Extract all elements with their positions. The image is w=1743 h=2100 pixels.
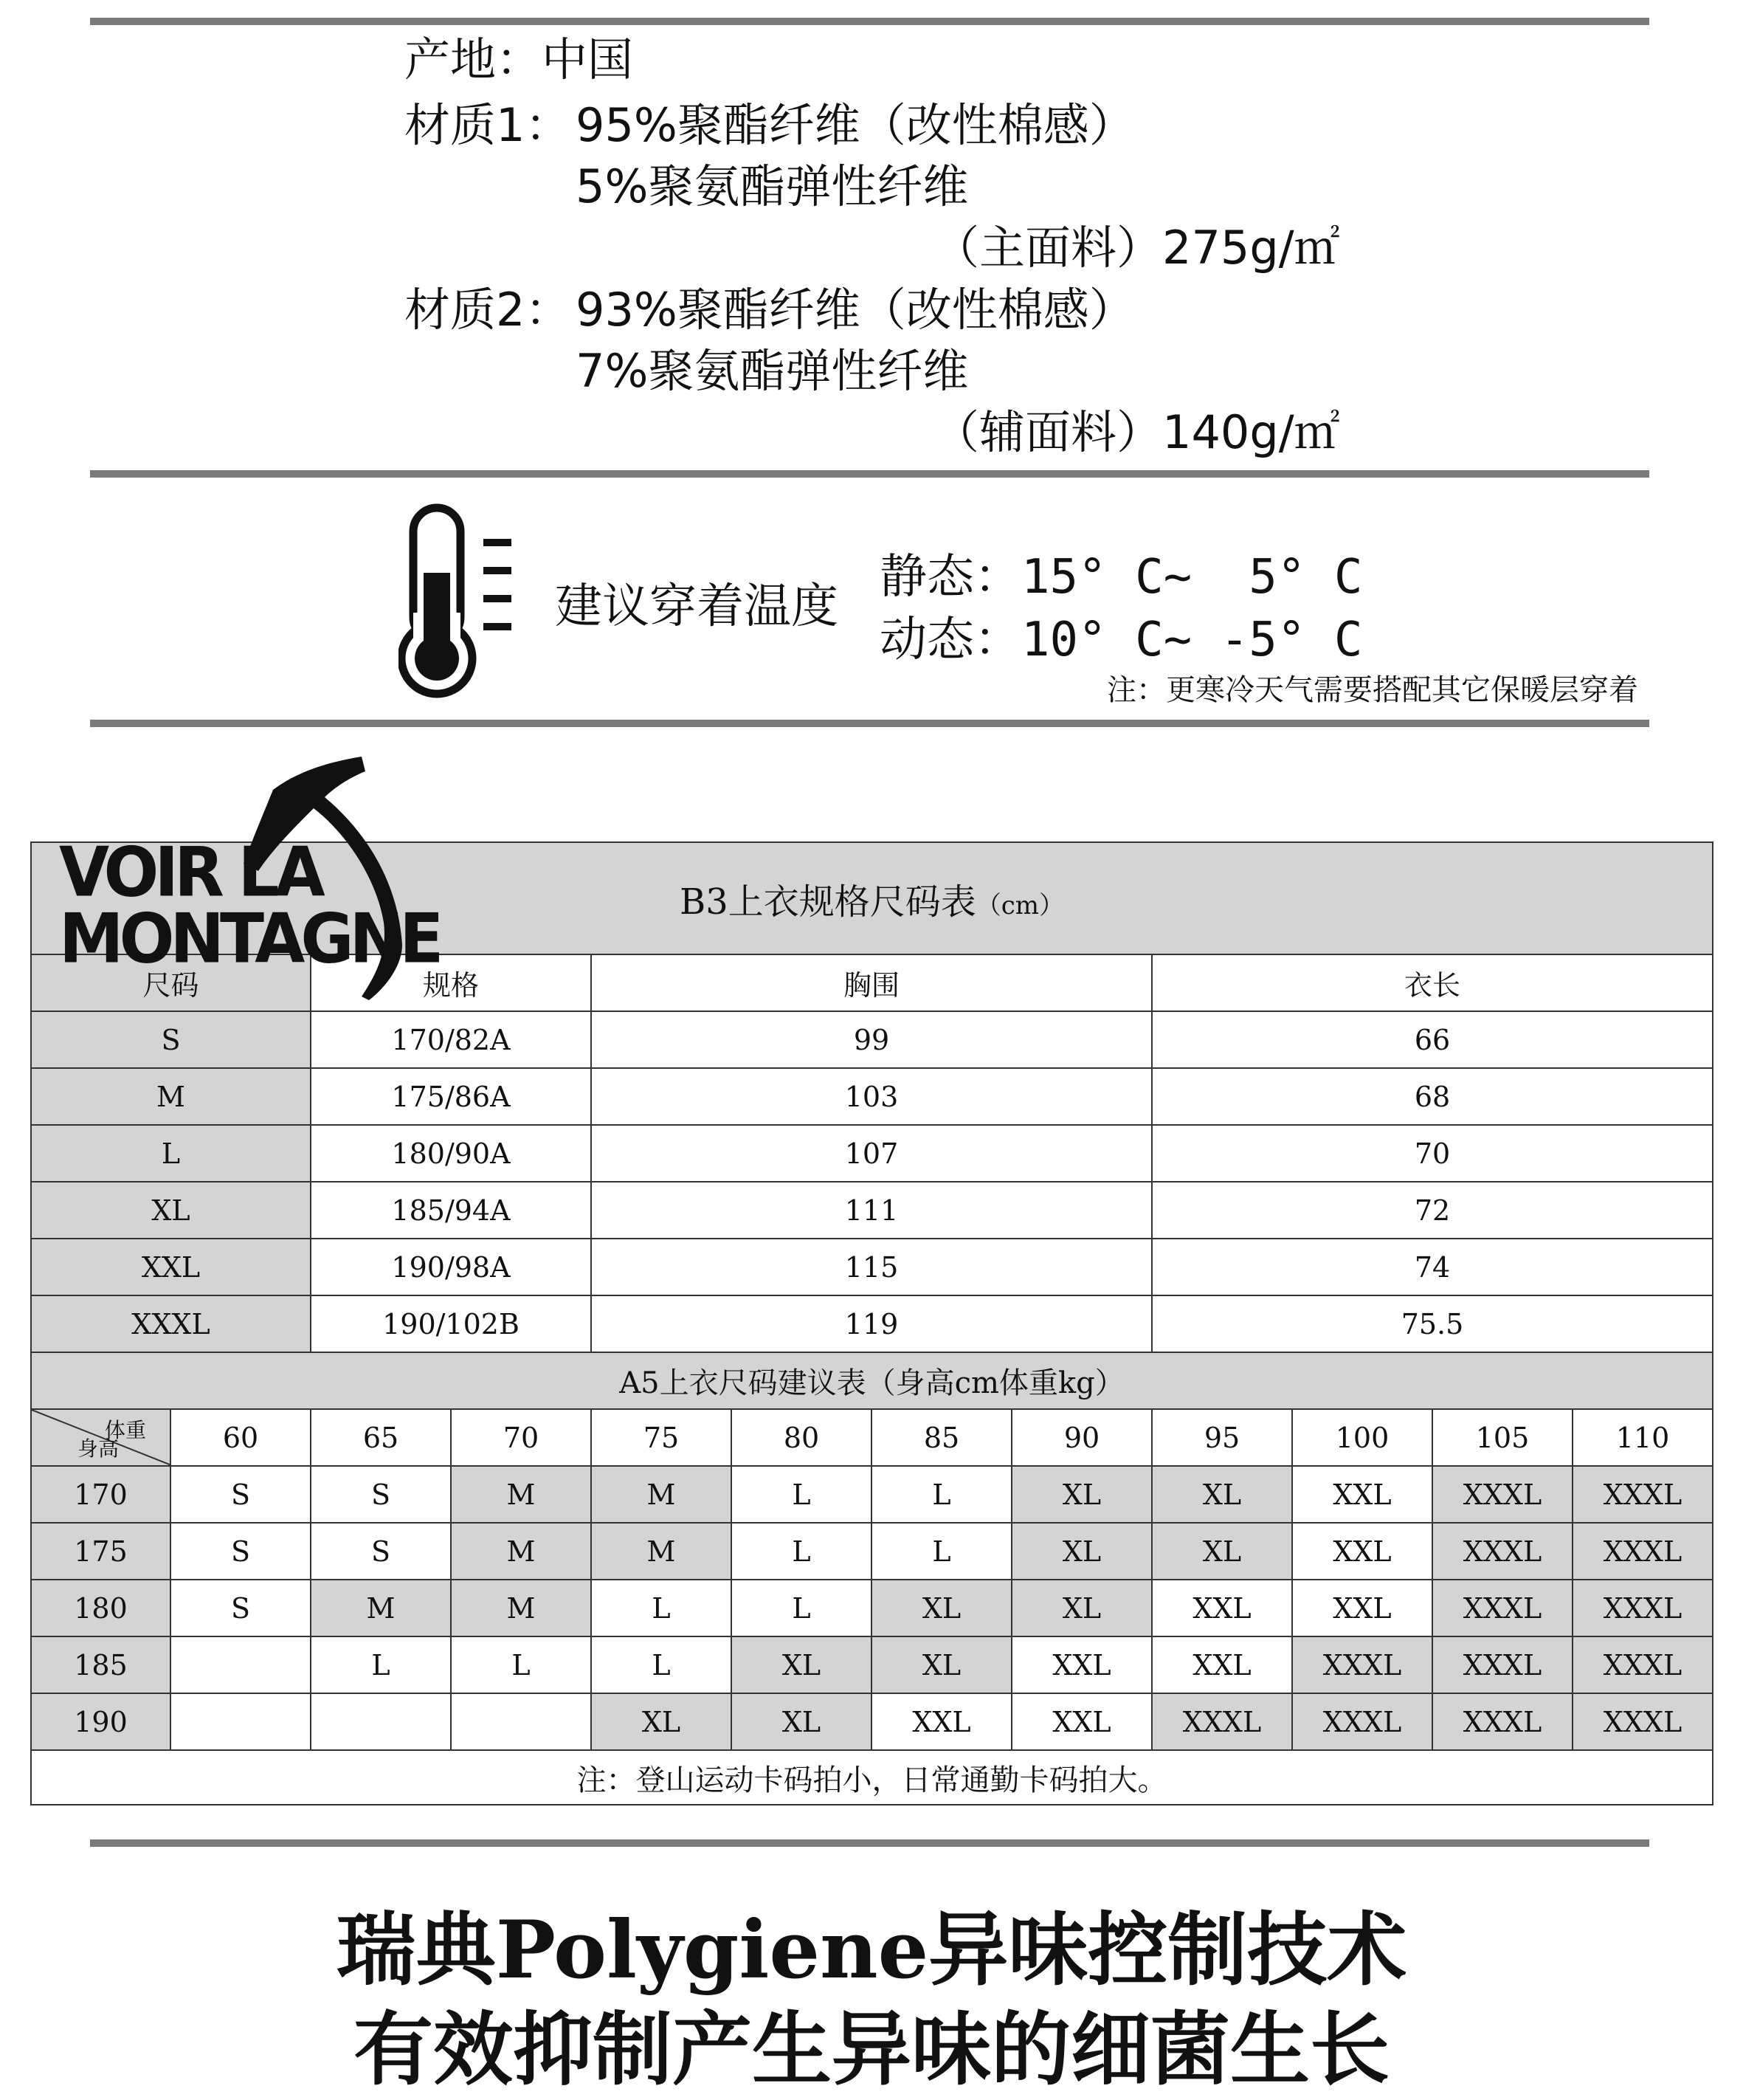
temperature-note: 注：更寒冷天气需要搭配其它保暖层穿着 bbox=[1107, 673, 1638, 707]
recommend-cell: L bbox=[591, 1580, 731, 1636]
recommend-row bbox=[31, 1580, 1713, 1636]
size-cell: XXL bbox=[31, 1239, 311, 1295]
chest-cell: 99 bbox=[591, 1011, 1152, 1068]
recommend-cell: XXXL bbox=[1432, 1466, 1573, 1523]
corner-height-label: 身高 bbox=[77, 1436, 120, 1461]
recommend-cell: L bbox=[731, 1523, 872, 1580]
recommend-cell: XXL bbox=[1292, 1580, 1432, 1636]
size-table-unit: （cm） bbox=[976, 890, 1065, 920]
slogan-line1: 瑞典Polygiene异味控制技术 bbox=[336, 1904, 1407, 1997]
recommend-cell: XL bbox=[872, 1636, 1012, 1693]
size-row bbox=[31, 1295, 1713, 1352]
recommend-cell: L bbox=[311, 1636, 451, 1693]
spec-cell: 175/86A bbox=[311, 1068, 591, 1125]
thermometer-icon bbox=[398, 502, 524, 701]
recommend-cell: XL bbox=[1012, 1580, 1152, 1636]
recommend-cell: XXXL bbox=[1432, 1523, 1573, 1580]
length-cell: 68 bbox=[1152, 1068, 1713, 1125]
recommend-cell: L bbox=[731, 1580, 872, 1636]
brand-line1: VOIR LA bbox=[59, 832, 321, 912]
recommend-cell: XL bbox=[731, 1636, 872, 1693]
chest-cell: 119 bbox=[591, 1295, 1152, 1352]
header-chest: 胸围 bbox=[591, 954, 1152, 1011]
recommend-cell: M bbox=[451, 1466, 591, 1523]
height-cell: 170 bbox=[31, 1466, 170, 1523]
recommend-cell: XXXL bbox=[1573, 1580, 1713, 1636]
recommend-cell: S bbox=[311, 1466, 451, 1523]
recommend-cell: S bbox=[170, 1523, 311, 1580]
temperature-label: 建议穿着温度 bbox=[555, 579, 838, 634]
weight-header: 60 bbox=[170, 1409, 311, 1466]
divider-temperature bbox=[90, 720, 1649, 727]
recommend-cell: XXXL bbox=[1573, 1466, 1713, 1523]
height-cell: 185 bbox=[31, 1636, 170, 1693]
height-cell: 180 bbox=[31, 1580, 170, 1636]
brand-logo bbox=[30, 753, 472, 1004]
recommend-cell bbox=[170, 1693, 311, 1750]
recommend-cell: XXXL bbox=[1432, 1636, 1573, 1693]
length-cell: 75.5 bbox=[1152, 1295, 1713, 1352]
recommend-cell: L bbox=[731, 1466, 872, 1523]
divider-table bbox=[90, 1839, 1649, 1847]
material2-line2: 7%聚氨酯弹性纤维 bbox=[576, 344, 969, 398]
size-row bbox=[31, 1125, 1713, 1182]
recommend-cell bbox=[451, 1693, 591, 1750]
spec-cell: 180/90A bbox=[311, 1125, 591, 1182]
recommend-cell: M bbox=[451, 1523, 591, 1580]
recommend-row bbox=[31, 1523, 1713, 1580]
spec-cell: 170/82A bbox=[311, 1011, 591, 1068]
size-cell: L bbox=[31, 1125, 311, 1182]
height-cell: 190 bbox=[31, 1693, 170, 1750]
recommend-cell: XL bbox=[591, 1693, 731, 1750]
weight-header: 75 bbox=[591, 1409, 731, 1466]
recommend-row bbox=[31, 1636, 1713, 1693]
size-cell: S bbox=[31, 1011, 311, 1068]
weight-header: 90 bbox=[1012, 1409, 1152, 1466]
recommend-table-title: A5上衣尺码建议表（身高cm体重kg） bbox=[31, 1352, 1713, 1409]
size-row bbox=[31, 1182, 1713, 1239]
recommend-cell: XXXL bbox=[1292, 1693, 1432, 1750]
weight-header: 70 bbox=[451, 1409, 591, 1466]
size-table-title-text: B3上衣规格尺码表 bbox=[679, 881, 976, 923]
recommend-cell: XL bbox=[1152, 1523, 1292, 1580]
length-cell: 70 bbox=[1152, 1125, 1713, 1182]
recommend-cell: XXXL bbox=[1292, 1636, 1432, 1693]
recommend-cell: XXL bbox=[1152, 1636, 1292, 1693]
spec-cell: 190/102B bbox=[311, 1295, 591, 1352]
corner-cell bbox=[31, 1409, 170, 1466]
material1-line3: （主面料）275g/㎡ bbox=[933, 221, 1340, 275]
recommend-cell: XXL bbox=[872, 1693, 1012, 1750]
recommend-cell: XXL bbox=[1012, 1693, 1152, 1750]
recommend-cell: M bbox=[591, 1466, 731, 1523]
divider-top bbox=[90, 18, 1649, 25]
recommend-cell: L bbox=[591, 1636, 731, 1693]
recommend-cell: XXL bbox=[1292, 1466, 1432, 1523]
recommend-row bbox=[31, 1693, 1713, 1750]
header-size: 尺码 bbox=[31, 954, 311, 1011]
size-row bbox=[31, 1068, 1713, 1125]
recommend-cell: XXXL bbox=[1152, 1693, 1292, 1750]
recommend-cell: XXL bbox=[1152, 1580, 1292, 1636]
recommend-cell: XL bbox=[1152, 1466, 1292, 1523]
recommend-cell: S bbox=[170, 1466, 311, 1523]
weight-header: 65 bbox=[311, 1409, 451, 1466]
recommend-cell: XL bbox=[1012, 1466, 1152, 1523]
temperature-static: 静态：15° C~ 5° C bbox=[880, 550, 1363, 605]
recommend-cell: XXXL bbox=[1432, 1693, 1573, 1750]
recommend-cell: M bbox=[451, 1580, 591, 1636]
spec-cell: 185/94A bbox=[311, 1182, 591, 1239]
length-cell: 66 bbox=[1152, 1011, 1713, 1068]
recommend-cell: XXL bbox=[1292, 1523, 1432, 1580]
recommend-cell: S bbox=[311, 1523, 451, 1580]
length-cell: 72 bbox=[1152, 1182, 1713, 1239]
recommend-cell bbox=[170, 1636, 311, 1693]
recommend-cell: XL bbox=[872, 1580, 1012, 1636]
weight-header: 100 bbox=[1292, 1409, 1432, 1466]
size-row bbox=[31, 1011, 1713, 1068]
recommend-cell: L bbox=[872, 1466, 1012, 1523]
size-row bbox=[31, 1239, 1713, 1295]
material1-label: 材质1： bbox=[404, 98, 571, 152]
recommend-cell: M bbox=[311, 1580, 451, 1636]
brand-line2: MONTAGNE bbox=[59, 898, 440, 979]
length-cell: 74 bbox=[1152, 1239, 1713, 1295]
recommend-cell: L bbox=[451, 1636, 591, 1693]
chest-cell: 111 bbox=[591, 1182, 1152, 1239]
height-cell: 175 bbox=[31, 1523, 170, 1580]
recommend-cell: XXXL bbox=[1573, 1636, 1713, 1693]
weight-header: 105 bbox=[1432, 1409, 1573, 1466]
material2-line1: 93%聚酯纤维（改性棉感） bbox=[576, 283, 1135, 337]
header-spec: 规格 bbox=[311, 954, 591, 1011]
recommend-row bbox=[31, 1466, 1713, 1523]
recommend-cell: XXXL bbox=[1573, 1693, 1713, 1750]
recommend-cell: L bbox=[872, 1523, 1012, 1580]
recommend-cell: M bbox=[591, 1523, 731, 1580]
chest-cell: 103 bbox=[591, 1068, 1152, 1125]
material2-line3: （辅面料）140g/㎡ bbox=[933, 405, 1340, 459]
weight-header: 85 bbox=[872, 1409, 1012, 1466]
recommend-cell: XXL bbox=[1012, 1636, 1152, 1693]
size-cell: M bbox=[31, 1068, 311, 1125]
weight-header: 80 bbox=[731, 1409, 872, 1466]
divider-material bbox=[90, 470, 1649, 478]
material1-line1: 95%聚酯纤维（改性棉感） bbox=[576, 98, 1135, 152]
recommend-cell: XL bbox=[731, 1693, 872, 1750]
recommend-table-note: 注：登山运动卡码拍小，日常通勤卡码拍大。 bbox=[31, 1750, 1713, 1805]
origin-text: 产地：中国 bbox=[404, 32, 634, 86]
recommend-cell bbox=[311, 1693, 451, 1750]
slogan-line2: 有效抑制产生异味的细菌生长 bbox=[353, 2003, 1390, 2096]
material1-line2: 5%聚氨酯弹性纤维 bbox=[576, 159, 969, 213]
size-cell: XL bbox=[31, 1182, 311, 1239]
recommend-cell: XXXL bbox=[1432, 1580, 1573, 1636]
corner-weight-label: 体重 bbox=[104, 1418, 146, 1442]
chest-cell: 115 bbox=[591, 1239, 1152, 1295]
weight-header: 95 bbox=[1152, 1409, 1292, 1466]
recommend-cell: S bbox=[170, 1580, 311, 1636]
recommend-cell: XL bbox=[1012, 1523, 1152, 1580]
temperature-dynamic: 动态：10° C~ -5° C bbox=[880, 613, 1363, 667]
header-length: 衣长 bbox=[1152, 954, 1713, 1011]
chest-cell: 107 bbox=[591, 1125, 1152, 1182]
recommend-cell: XXXL bbox=[1573, 1523, 1713, 1580]
weight-header: 110 bbox=[1573, 1409, 1713, 1466]
material2-label: 材质2： bbox=[404, 283, 571, 337]
size-cell: XXXL bbox=[31, 1295, 311, 1352]
weight-header-row bbox=[31, 1409, 1713, 1466]
spec-cell: 190/98A bbox=[311, 1239, 591, 1295]
